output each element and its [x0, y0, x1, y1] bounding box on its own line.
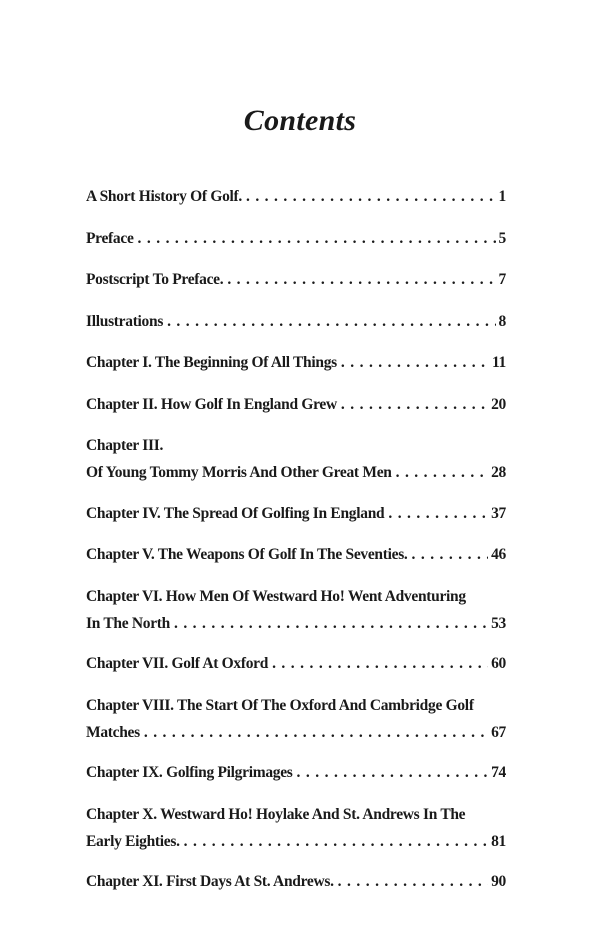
table-of-contents: [86, 183, 506, 910]
toc-entry-title: Chapter XI. First Days At St. Andrews.: [86, 873, 334, 890]
toc-entry[interactable]: [86, 308, 506, 336]
toc-line: [86, 650, 506, 678]
toc-entry-title: Illustrations: [86, 312, 164, 330]
toc-entry-title: Chapter IV. The Spread Of Golfing In England: [86, 504, 385, 522]
toc-line: [86, 610, 506, 637]
dot-leader: [412, 541, 489, 569]
toc-page-number: 67: [491, 723, 506, 741]
toc-line: [86, 349, 506, 377]
toc-entry[interactable]: [86, 225, 506, 253]
toc-page-number: 74: [491, 764, 506, 781]
dot-leader: [227, 266, 495, 294]
dot-leader: [144, 719, 488, 746]
dot-leader: [184, 828, 488, 855]
toc-page-number: 90: [491, 873, 506, 890]
toc-entry-title: Chapter X. Westward Ho! Hoylake And St. Andrews In The: [86, 805, 466, 823]
dot-leader: [341, 391, 488, 419]
toc-entry-title: Chapter VII. Golf At Oxford: [86, 655, 269, 672]
toc-entry[interactable]: [86, 583, 506, 637]
toc-entry-title-continued: Matches: [86, 723, 140, 741]
toc-entry[interactable]: [86, 349, 506, 377]
dot-leader: [338, 868, 488, 896]
toc-entry-title: Chapter III.: [86, 437, 164, 454]
toc-line: [86, 801, 506, 828]
toc-entry-title: Chapter II. How Golf In England Grew: [86, 395, 337, 413]
toc-line: [86, 828, 506, 855]
toc-entry[interactable]: [86, 432, 506, 486]
dot-leader: [174, 610, 488, 637]
toc-line: [86, 719, 506, 746]
toc-line: [86, 308, 506, 336]
dot-leader: [167, 308, 495, 336]
dot-leader: [396, 459, 488, 486]
toc-entry[interactable]: [86, 500, 506, 528]
toc-entry[interactable]: [86, 692, 506, 746]
dot-leader: [341, 349, 489, 377]
toc-line: [86, 391, 506, 419]
toc-entry[interactable]: [86, 801, 506, 855]
toc-line: [86, 692, 506, 719]
toc-entry[interactable]: [86, 868, 506, 896]
dot-leader: [388, 500, 488, 528]
toc-entry-title: Chapter VIII. The Start Of The Oxford And Cambridge Golf: [86, 696, 474, 714]
toc-entry[interactable]: [86, 266, 506, 294]
toc-entry[interactable]: [86, 650, 506, 678]
toc-page-number: 7: [498, 271, 506, 288]
toc-page-number: 46: [491, 546, 506, 563]
toc-page-number: 53: [491, 614, 506, 632]
toc-page-number: 5: [498, 229, 506, 247]
toc-entry-title-continued: Early Eighties.: [86, 832, 180, 850]
toc-entry[interactable]: [86, 391, 506, 419]
toc-line: [86, 266, 506, 294]
toc-entry[interactable]: [86, 759, 506, 787]
toc-entry-title: Chapter IX. Golfing Pilgrimages: [86, 764, 293, 781]
toc-entry[interactable]: [86, 541, 506, 569]
dot-leader: [297, 759, 489, 787]
toc-line: [86, 225, 506, 253]
toc-line: [86, 459, 506, 486]
toc-entry[interactable]: [86, 183, 506, 211]
toc-page-number: 81: [491, 832, 506, 850]
toc-line: [86, 432, 506, 459]
toc-entry-title: Chapter V. The Weapons Of Golf In The Seventies.: [86, 546, 408, 563]
toc-page-number: 28: [491, 464, 506, 481]
toc-line: [86, 868, 506, 896]
toc-line: [86, 583, 506, 610]
dot-leader: [246, 183, 496, 211]
toc-line: [86, 541, 506, 569]
toc-entry-title: Preface: [86, 229, 134, 247]
toc-entry-title-continued: Of Young Tommy Morris And Other Great Men: [86, 464, 392, 481]
toc-page-number: 60: [491, 655, 506, 672]
toc-entry-title: A Short History Of Golf.: [86, 188, 242, 205]
toc-page-number: 1: [498, 188, 506, 205]
dot-leader: [138, 225, 496, 253]
toc-entry-title: Chapter I. The Beginning Of All Things: [86, 354, 337, 371]
toc-entry-title: Chapter VI. How Men Of Westward Ho! Went Adventuring: [86, 587, 466, 605]
toc-line: [86, 759, 506, 787]
toc-page-number: 37: [491, 504, 506, 522]
toc-entry-title-continued: In The North: [86, 614, 170, 632]
dot-leader: [272, 650, 488, 678]
toc-page-number: 11: [491, 354, 506, 371]
toc-entry-title: Postscript To Preface.: [86, 271, 224, 288]
toc-line: [86, 500, 506, 528]
toc-line: [86, 183, 506, 211]
page-title: Contents: [243, 104, 357, 137]
toc-page-number: 20: [491, 395, 506, 413]
toc-page-number: 8: [498, 312, 506, 330]
